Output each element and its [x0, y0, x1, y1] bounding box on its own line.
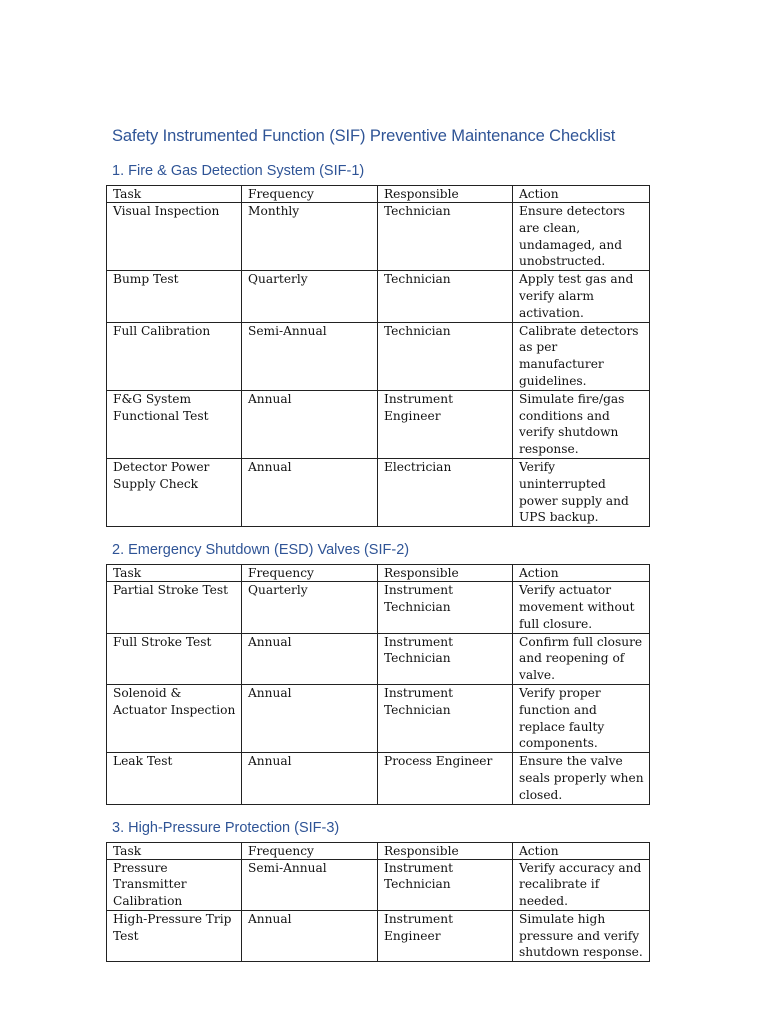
- frequency-cell: Annual: [242, 753, 378, 804]
- frequency-cell: Annual: [242, 390, 378, 458]
- frequency-cell: Semi-Annual: [242, 859, 378, 910]
- table-row: [107, 271, 650, 322]
- table-header-row: [107, 186, 650, 203]
- task-cell: High-Pressure Trip Test: [107, 910, 242, 961]
- table-row: [107, 859, 650, 910]
- column-header-action: Action: [513, 842, 650, 859]
- table-row: [107, 322, 650, 390]
- table-header-row: [107, 842, 650, 859]
- column-header-responsible: Responsible: [378, 565, 513, 582]
- task-cell: Visual Inspection: [107, 203, 242, 271]
- responsible-cell: Instrument Technician: [378, 684, 513, 752]
- table-row: [107, 633, 650, 684]
- frequency-cell: Semi-Annual: [242, 322, 378, 390]
- frequency-cell: Quarterly: [242, 271, 378, 322]
- checklist-table-sif-1: [106, 185, 650, 527]
- task-cell: Detector Power Supply Check: [107, 458, 242, 526]
- table-row: [107, 684, 650, 752]
- action-cell: Ensure detectors are clean, undamaged, and unobstructed.: [513, 203, 650, 271]
- column-header-frequency: Frequency: [242, 842, 378, 859]
- column-header-task: Task: [107, 842, 242, 859]
- task-cell: Full Stroke Test: [107, 633, 242, 684]
- column-header-task: Task: [107, 565, 242, 582]
- action-cell: Calibrate detectors as per manufacturer guidelines.: [513, 322, 650, 390]
- section-heading-sif-1: 1. Fire & Gas Detection System (SIF-1): [112, 163, 365, 179]
- column-header-responsible: Responsible: [378, 186, 513, 203]
- section-heading-sif-2: 2. Emergency Shutdown (ESD) Valves (SIF-2): [112, 542, 410, 559]
- responsible-cell: Electrician: [378, 458, 513, 526]
- column-header-action: Action: [513, 565, 650, 582]
- task-cell: Pressure Transmitter Calibration: [107, 859, 242, 910]
- responsible-cell: Instrument Technician: [378, 633, 513, 684]
- action-cell: Verify actuator movement without full closure.: [513, 582, 650, 633]
- action-cell: Apply test gas and verify alarm activation.: [513, 271, 650, 322]
- checklist-table-sif-2: [106, 564, 650, 804]
- table-row: [107, 458, 650, 526]
- responsible-cell: Instrument Technician: [378, 859, 513, 910]
- responsible-cell: Instrument Engineer: [378, 910, 513, 961]
- table-row: [107, 753, 650, 804]
- frequency-cell: Annual: [242, 910, 378, 961]
- frequency-cell: Monthly: [242, 203, 378, 271]
- checklist-table-sif-3: [106, 842, 650, 963]
- task-cell: Full Calibration: [107, 322, 242, 390]
- responsible-cell: Technician: [378, 322, 513, 390]
- table-row: [107, 582, 650, 633]
- table-row: [107, 910, 650, 961]
- task-cell: Solenoid & Actuator Inspection: [107, 684, 242, 752]
- column-header-frequency: Frequency: [242, 186, 378, 203]
- table-row: [107, 203, 650, 271]
- responsible-cell: Instrument Technician: [378, 582, 513, 633]
- action-cell: Verify proper function and replace faulty components.: [513, 684, 650, 752]
- frequency-cell: Annual: [242, 458, 378, 526]
- responsible-cell: Technician: [378, 271, 513, 322]
- action-cell: Simulate high pressure and verify shutdown response.: [513, 910, 650, 961]
- responsible-cell: Process Engineer: [378, 753, 513, 804]
- task-cell: Bump Test: [107, 271, 242, 322]
- column-header-responsible: Responsible: [378, 842, 513, 859]
- responsible-cell: Instrument Engineer: [378, 390, 513, 458]
- column-header-action: Action: [513, 186, 650, 203]
- column-header-task: Task: [107, 186, 242, 203]
- action-cell: Confirm full closure and reopening of valve.: [513, 633, 650, 684]
- document-page: [106, 124, 649, 975]
- table-row: [107, 390, 650, 458]
- action-cell: Verify uninterrupted power supply and UPS backup.: [513, 458, 650, 526]
- table-header-row: [107, 565, 650, 582]
- task-cell: Partial Stroke Test: [107, 582, 242, 633]
- action-cell: Simulate fire/gas conditions and verify shutdown response.: [513, 390, 650, 458]
- document-title: Safety Instrumented Function (SIF) Preventive Maintenance Checklist: [112, 127, 616, 145]
- task-cell: Leak Test: [107, 753, 242, 804]
- section-heading-sif-3: 3. High-Pressure Protection (SIF-3): [112, 819, 340, 836]
- frequency-cell: Annual: [242, 684, 378, 752]
- action-cell: Verify accuracy and recalibrate if needed.: [513, 859, 650, 910]
- column-header-frequency: Frequency: [242, 565, 378, 582]
- frequency-cell: Quarterly: [242, 582, 378, 633]
- frequency-cell: Annual: [242, 633, 378, 684]
- task-cell: F&G System Functional Test: [107, 390, 242, 458]
- responsible-cell: Technician: [378, 203, 513, 271]
- action-cell: Ensure the valve seals properly when closed.: [513, 753, 650, 804]
